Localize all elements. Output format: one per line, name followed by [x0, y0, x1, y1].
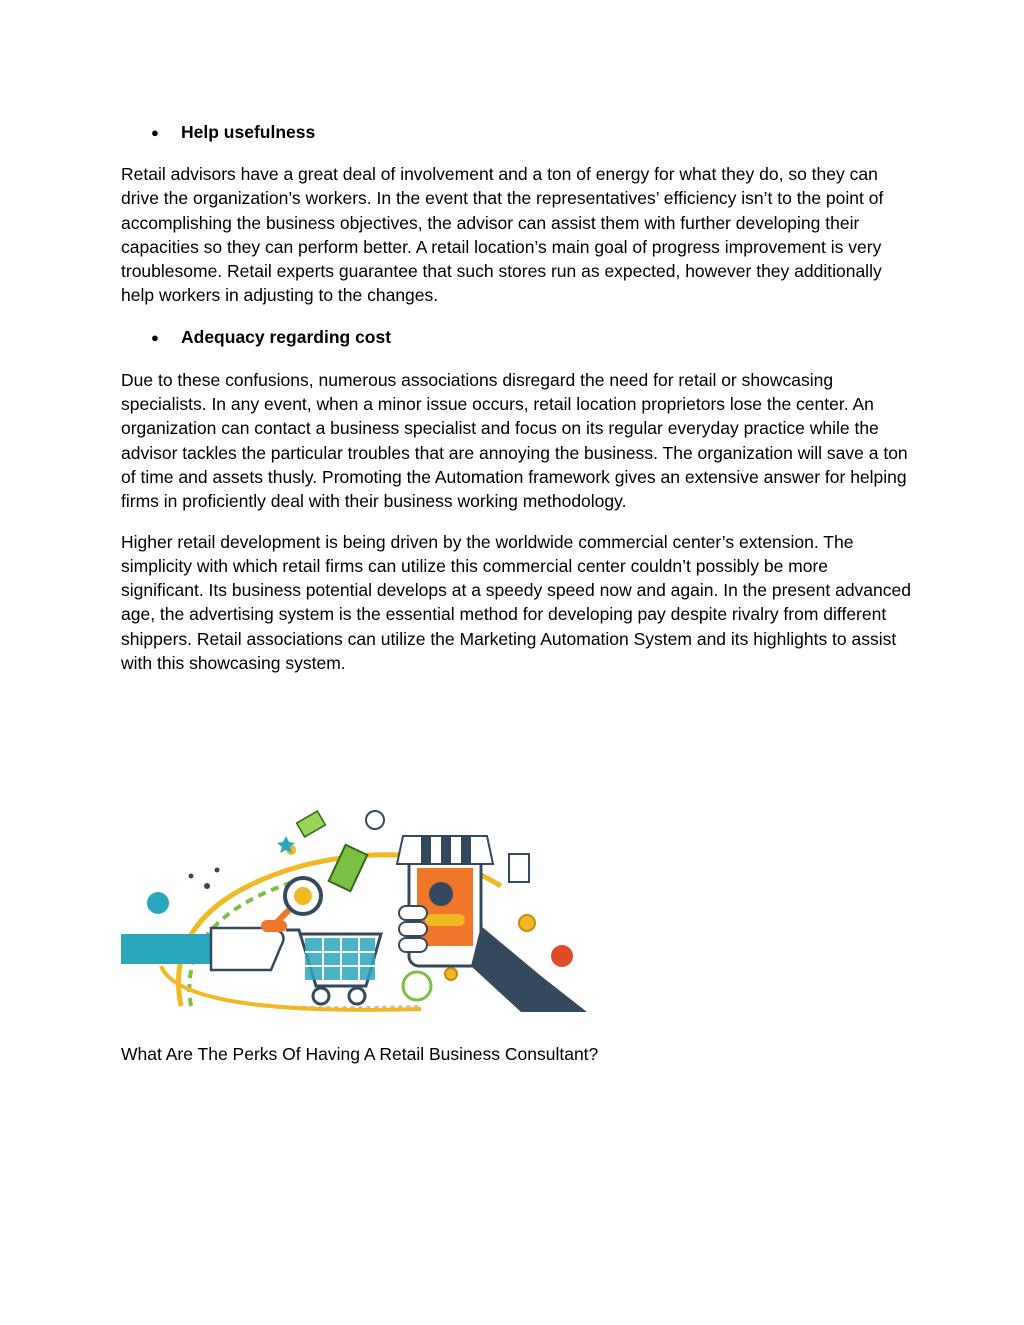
dollar-bill-icon [297, 811, 326, 837]
document-icon [509, 854, 529, 882]
section-heading-help-usefulness [121, 118, 911, 146]
shopping-cart-icon [286, 930, 381, 1004]
thumbs-up-icon [366, 811, 384, 829]
paragraph-adequacy-cost: Due to these confusions, numerous associations disregard the need for retail or showcasing specialists. In any event, when a minor issue occurs, retail location proprietors lose the center. An organization can contact a business specialist and focus on its regular everyday practice while the advisor tackles the particular troubles that are annoying the business. The organization will save a ton of time and assets thusly. Promoting the Automation framework gives an extensive answer for helping firms in proficiently deal with their business working methodology. [121, 369, 908, 512]
heart-icon [147, 892, 169, 914]
heading-text: Help usefulness [181, 121, 316, 142]
node-dot-icon [204, 883, 210, 889]
yellow-arc [161, 966, 421, 1010]
clock-icon [403, 972, 431, 1000]
node-dot-icon [189, 874, 194, 879]
section-heading-adequacy-cost [121, 324, 911, 352]
bullet-icon: ● [151, 124, 159, 140]
node-dot-icon [215, 868, 220, 873]
bullet-icon: ● [151, 330, 159, 346]
coin-icon [519, 915, 535, 931]
retail-shopping-illustration [121, 806, 587, 1012]
heading-text: Adequacy regarding cost [181, 327, 392, 348]
paragraph-retail-development: Higher retail development is being driven by the worldwide commercial center’s extension. The simplicity with which retail firms can utilize this commercial center couldn’t possibly be more significant. Its business potential develops at a speedy speed now and again. In the present advanced age, the advertising system is the essential method for developing pay despite rivalry from different shippers. Retail associations can utilize the Marketing Automation System and its highlights to assist with this showcasing system. [121, 531, 911, 674]
coin-icon [445, 968, 457, 980]
caption-text: What Are The Perks Of Having A Retail Business Consultant? [121, 1044, 599, 1064]
play-button-icon [551, 945, 573, 967]
document-page [121, 118, 911, 675]
left-hand-icon [121, 920, 287, 970]
money-icon [329, 845, 368, 891]
paragraph-help-usefulness: Retail advisors have a great deal of involvement and a ton of energy for what they do, so they can drive the organization’s workers. In the event that the representatives’ efficiency isn’t to the point of accomplishing the business objectives, the advisor can assist them with further developing their capacities so they can perform better. A retail location’s main goal of progress improvement is very troublesome. Retail experts guarantee that such stores run as expected, however they additionally help workers in adjusting to the changes. [121, 164, 884, 306]
